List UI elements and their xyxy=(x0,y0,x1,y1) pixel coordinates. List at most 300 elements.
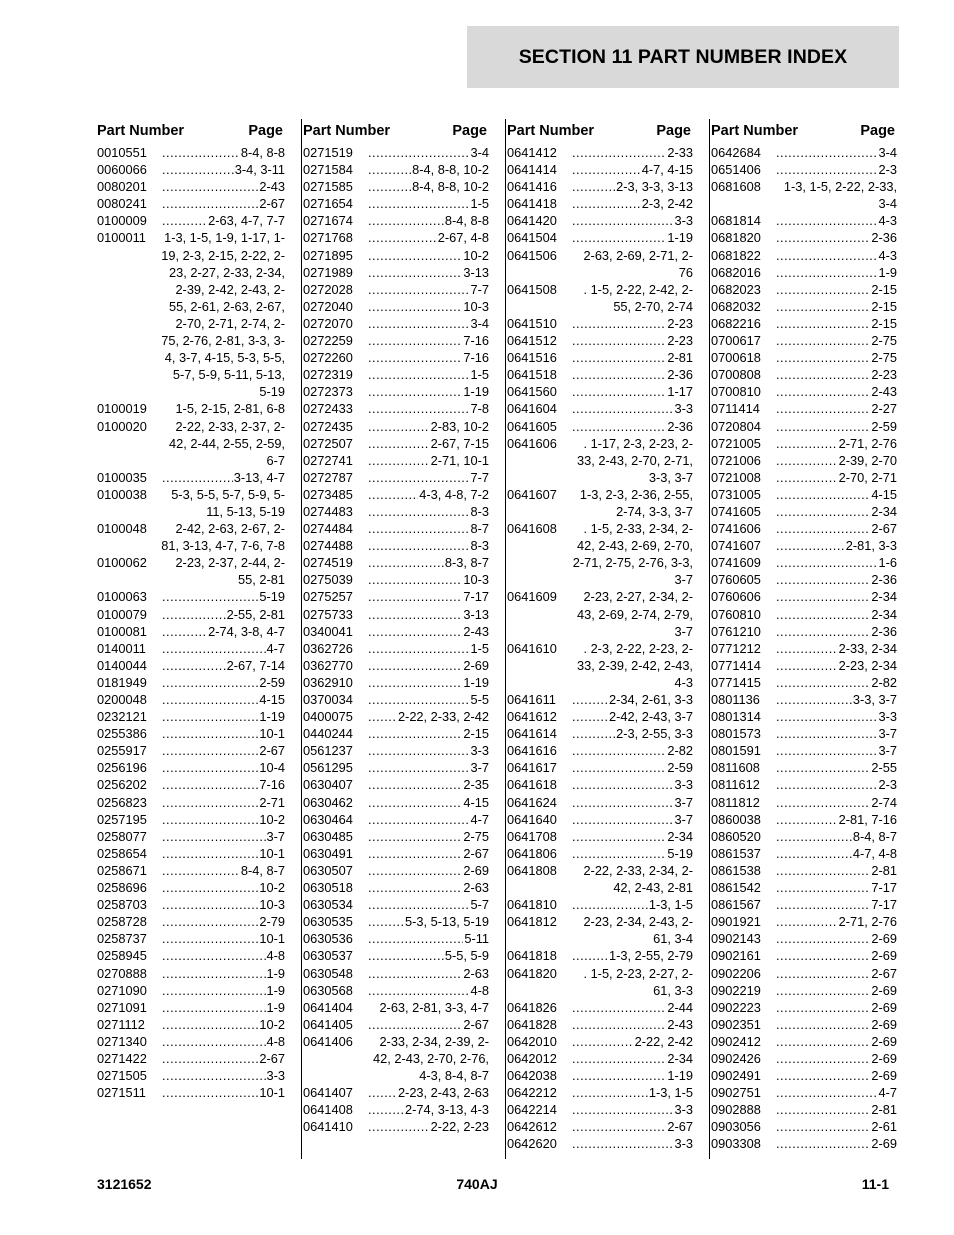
page-reference-value: 10-3 xyxy=(259,897,285,913)
page-reference-value: 7-16 xyxy=(463,333,489,349)
part-number: 0811812 xyxy=(711,794,760,810)
page-reference xyxy=(774,862,897,879)
page-reference xyxy=(774,879,897,896)
dot-leader xyxy=(162,640,266,657)
page-reference-value: 2-74 xyxy=(871,794,897,810)
dot-leader xyxy=(572,1067,666,1084)
index-entry xyxy=(711,264,897,281)
index-entry xyxy=(97,725,285,742)
dot-leader xyxy=(368,845,462,862)
index-entry xyxy=(711,554,897,571)
index-entry xyxy=(507,725,693,742)
page-reference-value: 10-1 xyxy=(259,726,285,742)
page-reference xyxy=(366,623,489,640)
part-number: 0274519 xyxy=(303,555,353,571)
page-reference-value: 2-34 xyxy=(667,828,693,844)
page-reference-value: 2-67 xyxy=(463,1016,489,1032)
dot-leader xyxy=(776,349,870,366)
page-reference xyxy=(570,1118,693,1135)
index-entry xyxy=(97,400,285,417)
page-reference: 2-22, 2-33, 2-37, 2-42, 2-44, 2-55, 2-59, 6-7 xyxy=(169,418,285,468)
page-reference xyxy=(366,1118,489,1135)
page-reference xyxy=(774,349,897,366)
page-reference xyxy=(774,315,897,332)
page-reference-value: 2-15 xyxy=(871,281,897,297)
page-reference xyxy=(774,537,897,554)
page-reference: 2-23, 2-27, 2-34, 2-43, 2-69, 2-74, 2-79, 3-7 xyxy=(577,589,693,639)
page-reference: . 1-17, 2-3, 2-23, 2-33, 2-43, 2-70, 2-71, 3-3, 3-7 xyxy=(577,435,693,485)
page-reference xyxy=(160,212,285,229)
part-number: 0681820 xyxy=(711,230,761,246)
page-reference xyxy=(366,520,489,537)
dot-leader xyxy=(368,247,462,264)
page-reference xyxy=(774,691,897,708)
part-number: 0642012 xyxy=(507,1050,557,1066)
page-reference-value: 2-81, 7-16 xyxy=(838,811,897,827)
part-number: 0140011 xyxy=(97,640,146,656)
dot-leader xyxy=(368,400,470,417)
page-heading: Page xyxy=(656,123,691,139)
index-entry xyxy=(507,520,693,588)
dot-leader xyxy=(368,264,462,281)
index-column-1 xyxy=(97,119,285,1159)
page-reference xyxy=(160,947,285,964)
page-reference-value: 4-8 xyxy=(266,948,285,964)
page-reference xyxy=(570,1084,693,1101)
index-entry xyxy=(711,366,897,383)
dot-leader xyxy=(368,965,462,982)
part-number: 0771414 xyxy=(711,657,761,673)
page-reference xyxy=(774,554,897,571)
part-number: 0630518 xyxy=(303,880,353,896)
dot-leader xyxy=(572,708,608,725)
index-entry xyxy=(303,144,489,161)
page-reference: 2-63, 2-81, 3-3, 4-7 xyxy=(379,999,489,1015)
index-entry xyxy=(97,588,285,605)
dot-leader xyxy=(368,520,470,537)
index-entry xyxy=(711,435,897,452)
dot-leader xyxy=(776,930,870,947)
index-entry xyxy=(507,862,693,896)
page-reference-value: 1-9 xyxy=(878,264,897,280)
dot-leader xyxy=(368,794,462,811)
part-number: 0271422 xyxy=(97,1050,147,1066)
page-reference-value: 10-4 xyxy=(259,760,285,776)
part-number: 0641818 xyxy=(507,948,557,964)
page-reference xyxy=(366,554,489,571)
page-reference-value: 2-70, 2-71 xyxy=(838,469,897,485)
index-entry xyxy=(97,947,285,964)
part-number: 0641405 xyxy=(303,1016,353,1032)
part-number: 0700808 xyxy=(711,367,761,383)
part-number: 0641611 xyxy=(507,692,556,707)
page-reference xyxy=(366,930,489,947)
part-number: 0630534 xyxy=(303,897,353,913)
part-number: 0861542 xyxy=(711,880,761,896)
page-reference-value: 8-3, 8-7 xyxy=(444,555,489,571)
part-number: 0741605 xyxy=(711,503,761,519)
page-reference xyxy=(774,930,897,947)
footer-doc-number: 3121652 xyxy=(97,1176,152,1192)
page-reference xyxy=(570,1067,693,1084)
page-reference xyxy=(160,1067,285,1084)
page-reference xyxy=(774,1033,897,1050)
page-reference xyxy=(774,229,897,246)
footer-page-number: 11-1 xyxy=(861,1176,889,1192)
part-number: 0741609 xyxy=(711,555,761,571)
dot-leader xyxy=(572,1101,674,1118)
part-number: 0271340 xyxy=(97,1033,147,1049)
page-reference xyxy=(570,776,693,793)
page-reference xyxy=(774,298,897,315)
page-reference-value: 7-16 xyxy=(259,777,285,793)
page-reference: 1-3, 1-5, 1-9, 1-17, 1-19, 2-3, 2-15, 2-22, 2-23, 2-27, 2-33, 2-34, 2-39, 2-42, 2-43, 2-55, 2-61, 2-63, 2-67, 2-70, 2-71, 2-74, 2-75, 2-76, 2-81, 3-3, 3-4, 3-7, 4-15, 5-3, 5-5, 5-7, 5-9, 5-11, 5-13, 5-19 xyxy=(161,230,285,400)
index-entry xyxy=(303,828,489,845)
index-entry xyxy=(97,674,285,691)
page-reference xyxy=(570,828,693,845)
page-reference-value: 4-3 xyxy=(878,213,897,229)
page-reference xyxy=(774,264,897,281)
part-number: 0681814 xyxy=(711,213,761,229)
dot-leader xyxy=(368,281,470,298)
page-reference xyxy=(366,229,489,246)
part-number: 0903056 xyxy=(711,1119,761,1135)
part-number: 0272070 xyxy=(303,315,353,331)
part-number: 0811612 xyxy=(711,777,760,793)
part-number: 0641828 xyxy=(507,1016,557,1032)
page-reference-value: 2-69 xyxy=(463,862,489,878)
index-entry xyxy=(303,229,489,246)
page-reference xyxy=(160,794,285,811)
dot-leader xyxy=(572,811,674,828)
dot-leader xyxy=(572,1016,666,1033)
page-reference-value: 4-15 xyxy=(871,486,897,502)
dot-leader xyxy=(572,794,674,811)
page-reference-value: 2-67 xyxy=(259,196,285,212)
index-entry xyxy=(97,195,285,212)
dot-leader xyxy=(776,435,838,452)
index-entry xyxy=(507,896,693,913)
index-entry xyxy=(507,640,693,691)
page-reference-value: 2-27 xyxy=(871,401,897,417)
dot-leader xyxy=(162,674,258,691)
dot-leader xyxy=(368,503,470,520)
page-reference-value: 3-3 xyxy=(674,401,693,417)
page-reference xyxy=(366,811,489,828)
part-number: 0642010 xyxy=(507,1033,557,1049)
page-reference xyxy=(774,623,897,640)
index-entry xyxy=(303,776,489,793)
page-reference xyxy=(366,144,489,161)
dot-leader xyxy=(368,229,437,246)
page-reference-value: 3-3, 3-7 xyxy=(852,692,897,707)
part-number: 0271989 xyxy=(303,264,353,280)
part-number: 0641826 xyxy=(507,999,557,1015)
index-entry xyxy=(303,982,489,999)
page-reference xyxy=(366,366,489,383)
page-reference-value: 1-5 xyxy=(470,367,489,383)
page-reference-value: 8-4, 8-7 xyxy=(240,862,285,878)
part-number: 0902161 xyxy=(711,948,761,964)
part-number: 0682032 xyxy=(711,298,761,314)
index-entry xyxy=(303,281,489,298)
page-reference-value: 2-23 xyxy=(667,333,693,349)
part-number: 0801573 xyxy=(711,726,761,742)
part-number: 0641518 xyxy=(507,367,557,383)
page-reference xyxy=(774,486,897,503)
page-reference-value: 3-7 xyxy=(266,828,285,844)
dot-leader xyxy=(368,776,462,793)
dot-leader xyxy=(368,332,462,349)
page-heading: Page xyxy=(248,123,283,139)
page-reference xyxy=(366,640,489,657)
page-reference xyxy=(366,400,489,417)
part-number: 0010551 xyxy=(97,145,147,160)
dot-leader xyxy=(776,247,878,264)
page-reference-value: 2-22, 2-33, 2-42 xyxy=(397,709,489,725)
part-number: 0741606 xyxy=(711,521,761,537)
part-number: 0100035 xyxy=(97,469,147,485)
part-number: 0641604 xyxy=(507,401,557,417)
index-entry xyxy=(711,845,897,862)
page-reference xyxy=(160,845,285,862)
index-entry xyxy=(507,435,693,486)
dot-leader xyxy=(776,606,870,623)
part-number: 0630537 xyxy=(303,948,353,964)
page-reference-value: 3-7 xyxy=(674,811,693,827)
part-number: 0271091 xyxy=(97,999,147,1015)
part-number: 0630407 xyxy=(303,777,353,793)
page-reference-value: 1-6 xyxy=(878,555,897,571)
page-reference xyxy=(774,913,897,930)
dot-leader xyxy=(162,845,258,862)
part-number: 0630536 xyxy=(303,931,353,947)
part-number: 0272373 xyxy=(303,384,353,400)
part-number: 0641610 xyxy=(507,640,557,656)
page-reference xyxy=(774,161,897,178)
page-reference xyxy=(774,606,897,623)
section-title-banner xyxy=(467,26,899,88)
page-reference xyxy=(570,811,693,828)
part-number: 0271519 xyxy=(303,145,353,160)
page-reference xyxy=(570,947,693,964)
page-reference xyxy=(774,469,897,486)
dot-leader xyxy=(368,879,462,896)
part-number: 0641504 xyxy=(507,230,557,246)
page-reference-value: 1-3, 1-5 xyxy=(648,897,693,913)
part-number: 0340041 xyxy=(303,623,353,639)
page-reference xyxy=(570,195,693,212)
index-entry xyxy=(711,640,897,657)
page-reference-value: 2-42, 2-43, 3-7 xyxy=(609,709,693,725)
part-number: 0641616 xyxy=(507,743,557,759)
part-number-heading: Part Number xyxy=(303,123,391,139)
page-reference-value: 2-34 xyxy=(871,606,897,622)
index-entry xyxy=(507,161,693,178)
part-number: 0271584 xyxy=(303,162,353,178)
dot-leader xyxy=(162,1067,266,1084)
dot-leader xyxy=(368,469,470,486)
part-number: 0641410 xyxy=(303,1119,353,1135)
page-reference xyxy=(570,418,693,435)
index-entry xyxy=(97,606,285,623)
page-reference-value: 2-3 xyxy=(878,162,897,178)
page-reference: . 1-5, 2-22, 2-42, 2-55, 2-70, 2-74 xyxy=(583,281,693,314)
part-number: 0682023 xyxy=(711,281,761,297)
index-entry xyxy=(303,708,489,725)
page-reference xyxy=(774,657,897,674)
index-entry xyxy=(507,1033,693,1050)
dot-leader xyxy=(368,315,470,332)
dot-leader xyxy=(776,708,878,725)
page-reference xyxy=(774,281,897,298)
dot-leader xyxy=(162,947,266,964)
dot-leader xyxy=(162,161,234,178)
page-reference xyxy=(570,708,693,725)
page-reference-value: 8-4, 8-7 xyxy=(852,828,897,844)
page-reference xyxy=(160,1033,285,1050)
dot-leader xyxy=(162,178,258,195)
page-reference xyxy=(774,811,897,828)
part-number: 0272260 xyxy=(303,350,353,366)
part-number: 0641516 xyxy=(507,350,557,366)
dot-leader xyxy=(776,315,870,332)
part-number: 0700810 xyxy=(711,384,761,400)
part-number: 0258654 xyxy=(97,845,147,861)
part-number: 0801314 xyxy=(711,709,761,725)
part-number: 0272741 xyxy=(303,452,353,468)
index-entry xyxy=(97,623,285,640)
page-reference-value: 2-15 xyxy=(871,298,897,314)
index-entry xyxy=(507,913,693,947)
dot-leader xyxy=(776,332,870,349)
page-reference-value: 2-74, 3-13, 4-3 xyxy=(405,1102,489,1118)
dot-leader xyxy=(572,845,666,862)
part-number: 0901921 xyxy=(711,914,761,930)
page-reference xyxy=(366,588,489,605)
page-reference-value: 3-3 xyxy=(470,743,489,759)
page-reference xyxy=(570,1135,693,1152)
dot-leader xyxy=(162,776,258,793)
dot-leader xyxy=(162,1084,258,1101)
page-reference-value: 2-79 xyxy=(259,914,285,930)
page-reference xyxy=(774,776,897,793)
dot-leader xyxy=(776,264,878,281)
page-reference-value: 2-63, 4-7, 7-7 xyxy=(208,213,285,229)
dot-leader xyxy=(776,982,870,999)
part-number: 0641408 xyxy=(303,1102,353,1118)
part-number: 0700618 xyxy=(711,350,761,366)
dot-leader xyxy=(368,554,444,571)
page-reference xyxy=(774,366,897,383)
index-entry xyxy=(711,828,897,845)
part-number: 0400075 xyxy=(303,709,353,725)
page-reference xyxy=(570,178,693,195)
dot-leader xyxy=(368,452,430,469)
page-reference-value: 1-9 xyxy=(266,999,285,1015)
index-entry xyxy=(507,366,693,383)
page-reference-value: 2-35 xyxy=(463,777,489,793)
page-reference xyxy=(570,794,693,811)
page-reference-value: 10-2 xyxy=(259,1016,285,1032)
page-reference xyxy=(774,947,897,964)
index-entry xyxy=(97,794,285,811)
dot-leader xyxy=(776,742,878,759)
page-reference-value: 2-69 xyxy=(463,657,489,673)
page-reference xyxy=(774,400,897,417)
page-reference-value: 8-3 xyxy=(470,503,489,519)
page-reference xyxy=(160,195,285,212)
dot-leader xyxy=(368,896,470,913)
dot-leader xyxy=(162,828,266,845)
page-reference xyxy=(160,674,285,691)
page-reference-value: 2-33 xyxy=(667,145,693,160)
index-entry xyxy=(303,640,489,657)
page-reference xyxy=(366,657,489,674)
dot-leader xyxy=(572,161,641,178)
index-entry xyxy=(507,212,693,229)
index-entry xyxy=(507,828,693,845)
index-entry xyxy=(711,759,897,776)
page-reference-value: 2-67 xyxy=(259,743,285,759)
dot-leader xyxy=(368,212,444,229)
dot-leader xyxy=(572,418,666,435)
page-reference-value: 7-17 xyxy=(871,880,897,896)
index-entry xyxy=(97,965,285,982)
part-number: 0760810 xyxy=(711,606,761,622)
page-reference-value: 2-44 xyxy=(667,999,693,1015)
part-number: 0711414 xyxy=(711,401,760,417)
dot-leader xyxy=(162,930,258,947)
part-number: 0362770 xyxy=(303,657,353,673)
index-entry xyxy=(711,896,897,913)
index-entry xyxy=(507,1118,693,1135)
index-entry xyxy=(711,571,897,588)
index-entry xyxy=(711,537,897,554)
index-entry xyxy=(303,623,489,640)
page-reference-value: 10-1 xyxy=(259,931,285,947)
page-heading: Page xyxy=(860,123,895,139)
index-entry xyxy=(303,879,489,896)
dot-leader xyxy=(162,1016,258,1033)
page-reference xyxy=(160,982,285,999)
index-entry xyxy=(303,965,489,982)
page-reference xyxy=(160,708,285,725)
index-entry xyxy=(303,999,489,1016)
part-number: 0630535 xyxy=(303,914,353,930)
page-reference-value: 1-9 xyxy=(266,965,285,981)
page-reference-value: 8-4, 8-8, 10-2 xyxy=(412,179,489,195)
page-reference xyxy=(366,759,489,776)
dot-leader xyxy=(776,811,838,828)
index-entry xyxy=(711,315,897,332)
index-entry xyxy=(97,742,285,759)
page-reference-value: 2-3, 2-42 xyxy=(641,196,693,212)
part-number: 0100038 xyxy=(97,486,147,502)
part-number: 0903308 xyxy=(711,1136,761,1152)
index-entry xyxy=(711,349,897,366)
page-reference-value: 3-3 xyxy=(674,1102,693,1118)
dot-leader xyxy=(162,913,258,930)
part-number: 0641708 xyxy=(507,828,557,844)
page-reference-value: 2-59 xyxy=(871,418,897,434)
page-reference xyxy=(366,776,489,793)
page-reference-value: 2-43 xyxy=(667,1016,693,1032)
page-reference xyxy=(366,435,489,452)
page-reference xyxy=(366,982,489,999)
page-reference-value: 5-19 xyxy=(259,589,285,605)
index-rows xyxy=(97,144,285,1101)
